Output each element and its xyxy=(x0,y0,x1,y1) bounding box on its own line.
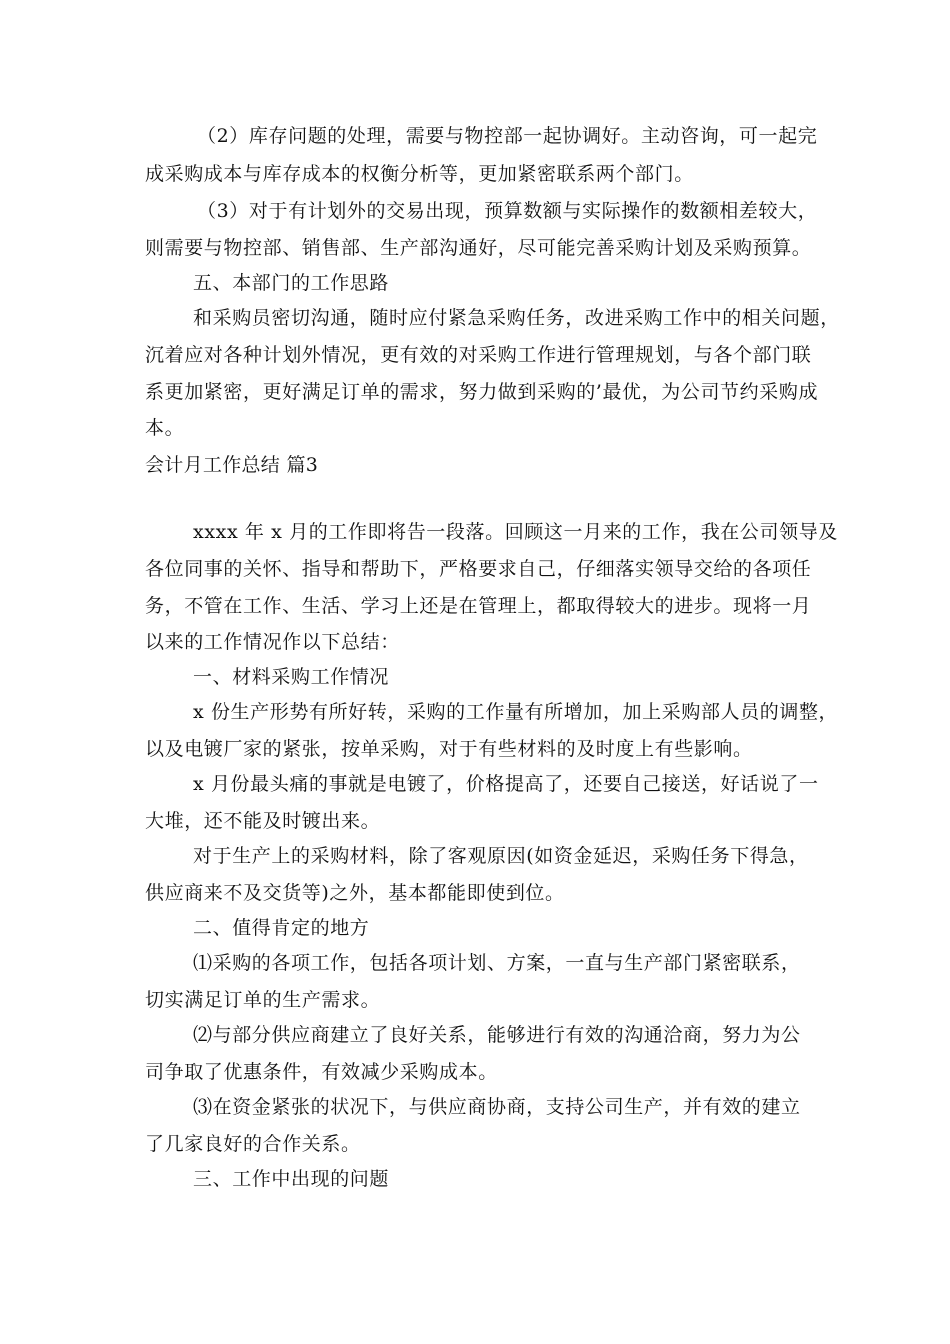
paragraph-line: 成采购成本与库存成本的权衡分析等，更加紧密联系两个部门。 xyxy=(145,163,694,185)
paragraph-line: 供应商来不及交货等)之外，基本都能即使到位。 xyxy=(145,882,565,904)
paragraph-line: （3）对于有计划外的交易出现，预算数额与实际操作的数额相差较大， xyxy=(197,200,818,222)
paragraph-line: 对于生产上的采购材料，除了客观原因(如资金延迟，采购任务下得急， xyxy=(193,845,809,867)
paragraph-line: ⑵与部分供应商建立了良好关系，能够进行有效的沟通洽商，努力为公 xyxy=(193,1024,801,1046)
paragraph-line: 切实满足订单的生产需求。 xyxy=(145,989,381,1011)
paragraph-line: 了几家良好的合作关系。 xyxy=(145,1133,361,1155)
section-heading: 五、本部门的工作思路 xyxy=(193,272,390,294)
paragraph-line: x 份生产形势有所好转，采购的工作量有所增加，加上采购部人员的调整， xyxy=(193,701,839,723)
paragraph-line: 系更加紧密，更好满足订单的需求，努力做到采购的’最优，为公司节约采购成 xyxy=(145,381,819,403)
section-heading: 二、值得肯定的地方 xyxy=(193,917,370,939)
document-title: 会计月工作总结 篇3 xyxy=(145,454,319,476)
paragraph-line: 务，不管在工作、生活、学习上还是在管理上，都取得较大的进步。现将一月 xyxy=(145,595,812,617)
paragraph-line: ⑴采购的各项工作，包括各项计划、方案，一直与生产部门紧密联系， xyxy=(193,952,801,974)
section-heading: 一、材料采购工作情况 xyxy=(193,666,390,688)
paragraph-line: ⑶在资金紧张的状况下，与供应商协商，支持公司生产，并有效的建立 xyxy=(193,1096,801,1118)
paragraph-line: x 月份最头痛的事就是电镀了，价格提高了，还要自己接送，好话说了一 xyxy=(193,773,819,795)
paragraph-line: 各位同事的关怀、指导和帮助下，严格要求自己，仔细落实领导交给的各项任 xyxy=(145,558,812,580)
paragraph-line: 大堆，还不能及时镀出来。 xyxy=(145,810,381,832)
paragraph-line: 以及电镀厂家的紧张，按单采购，对于有些材料的及时度上有些影响。 xyxy=(145,738,753,760)
paragraph-line: 则需要与物控部、销售部、生产部沟通好，尽可能完善采购计划及采购预算。 xyxy=(145,237,812,259)
paragraph-line: 以来的工作情况作以下总结： xyxy=(145,631,400,653)
paragraph-line: 本。 xyxy=(145,417,185,439)
paragraph-line: xxxx 年 x 月的工作即将告一段落。回顾这一月来的工作，我在公司领导及 xyxy=(193,521,838,543)
paragraph-line: 司争取了优惠条件，有效减少采购成本。 xyxy=(145,1061,498,1083)
paragraph-line: （2）库存问题的处理，需要与物控部一起协调好。主动咨询，可一起完 xyxy=(197,125,818,147)
paragraph-line: 沉着应对各种计划外情况，更有效的对采购工作进行管理规划，与各个部门联 xyxy=(145,344,812,366)
paragraph-line: 和采购员密切沟通，随时应付紧急采购任务，改进采购工作中的相关问题， xyxy=(193,307,840,329)
section-heading: 三、工作中出现的问题 xyxy=(193,1168,390,1190)
